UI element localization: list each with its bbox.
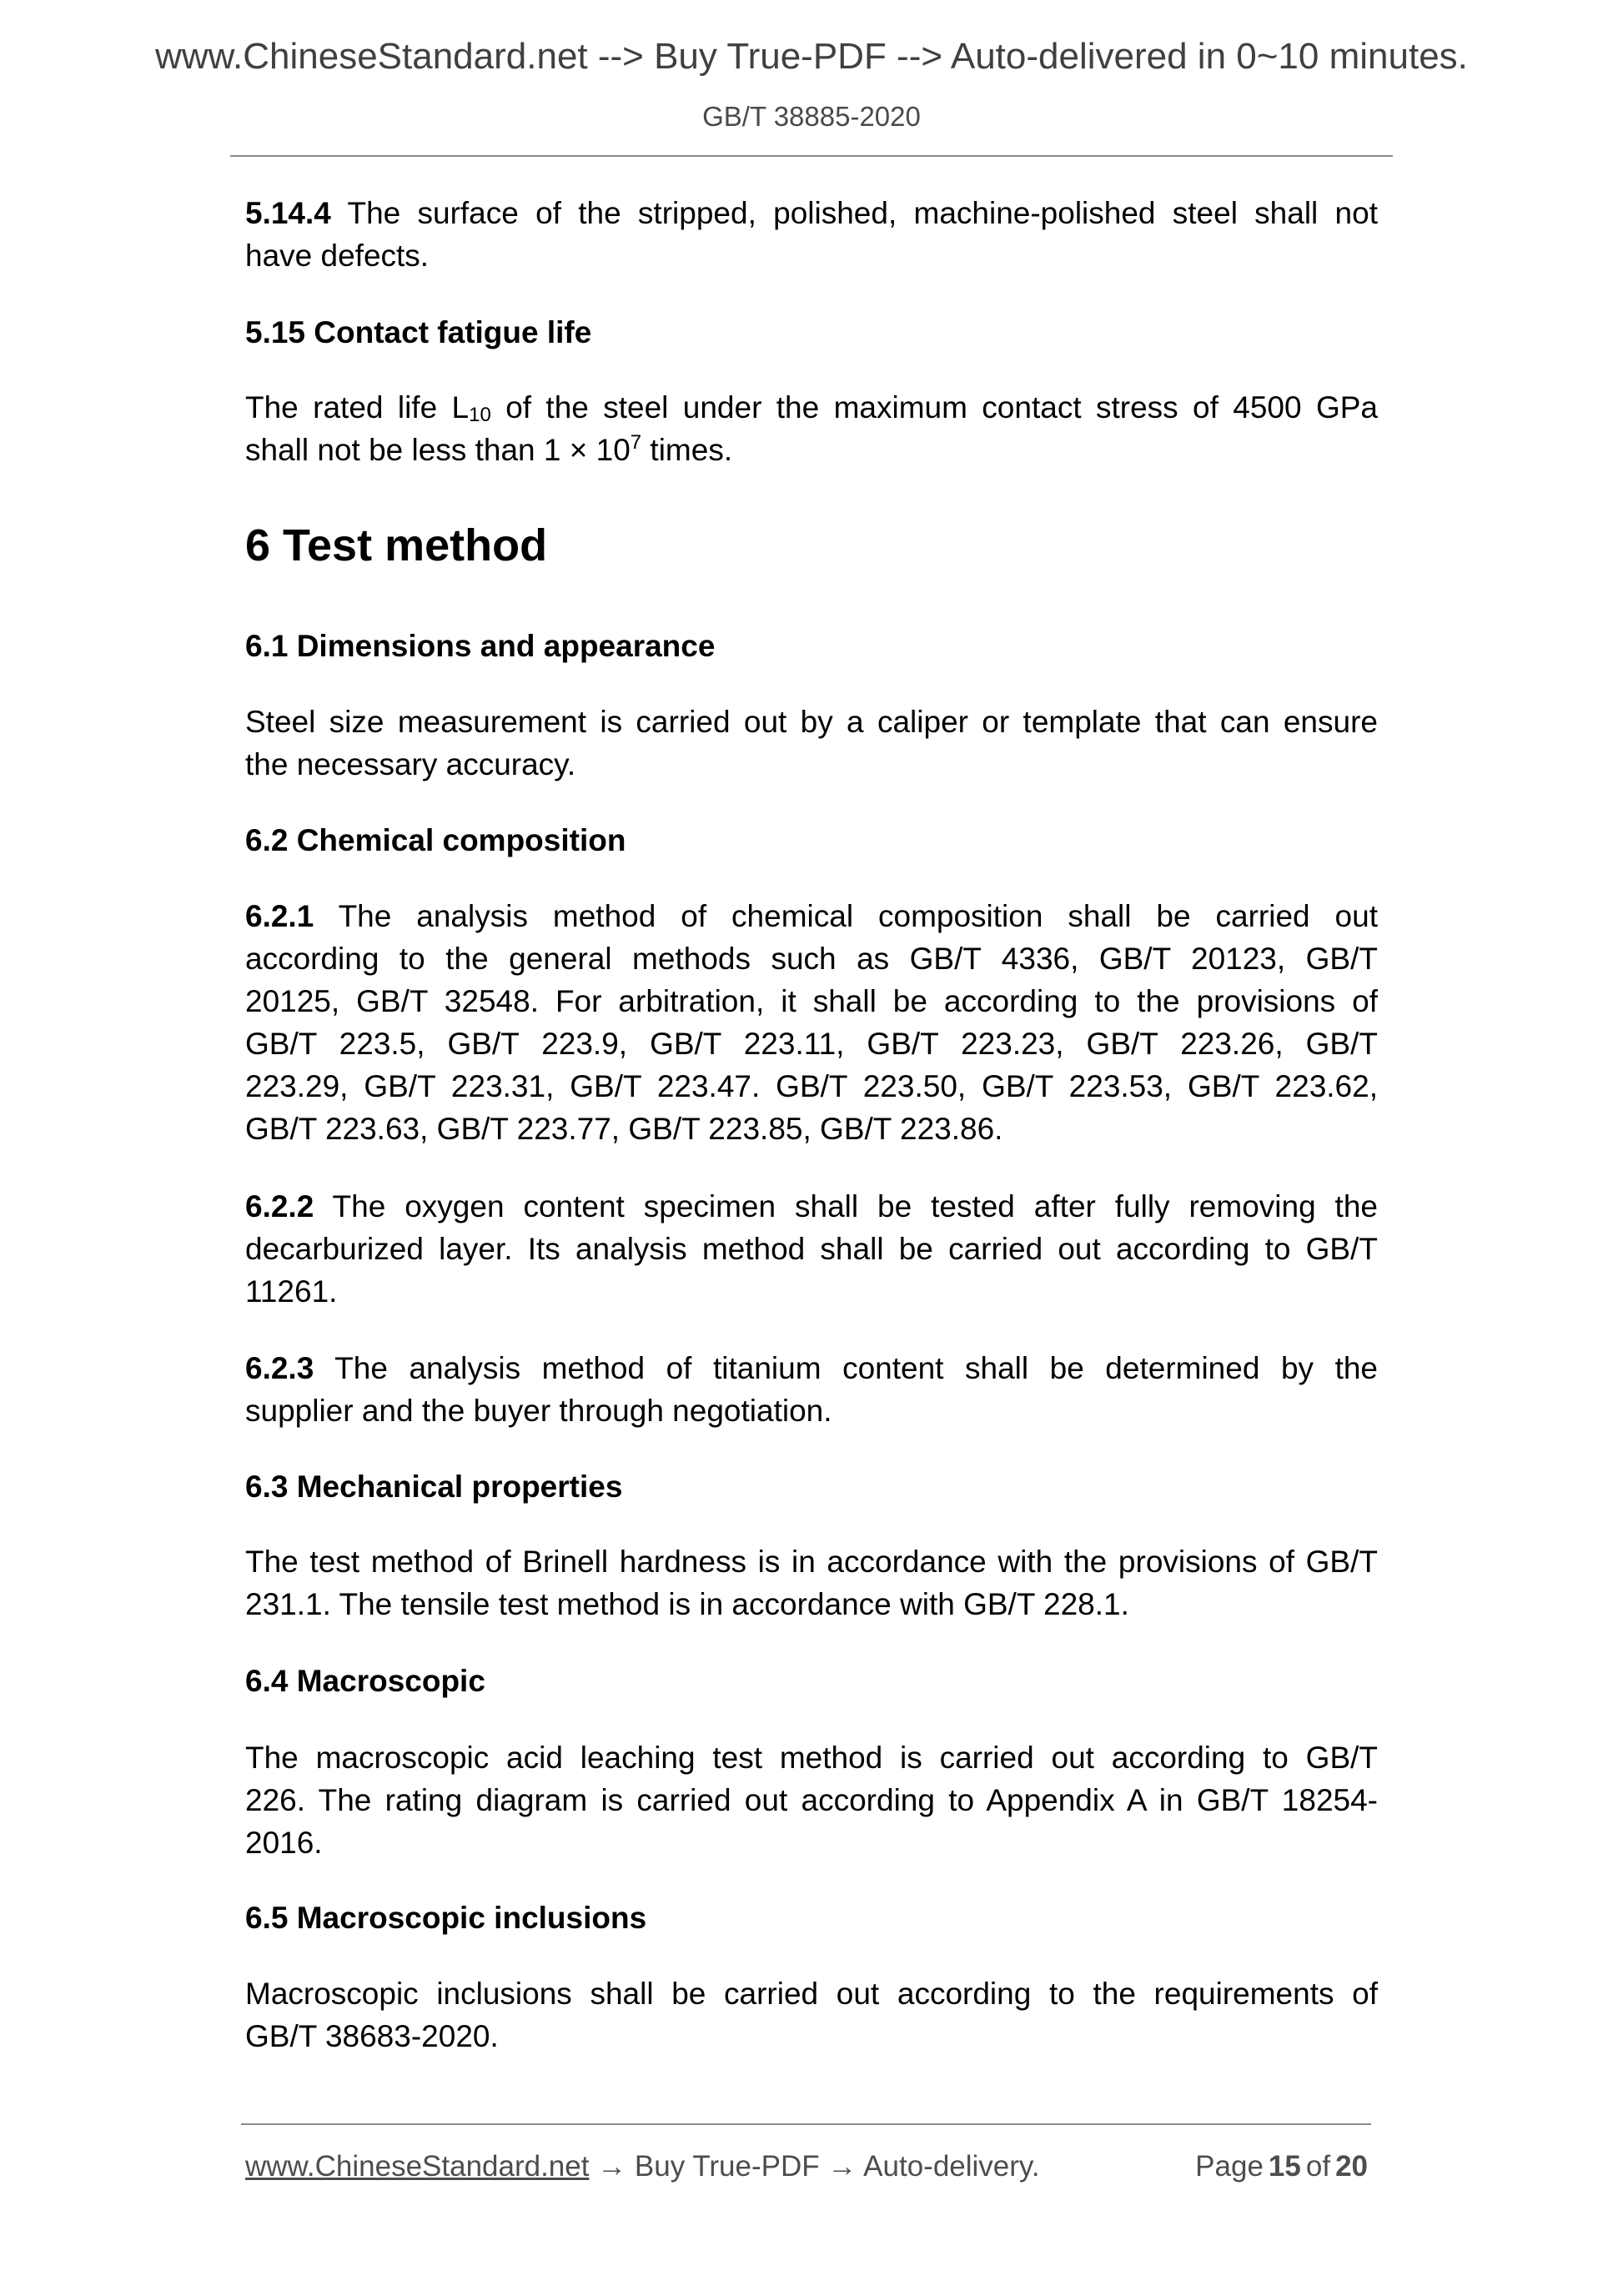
clause-5-14-4 — [245, 192, 1378, 277]
heading: 6.4 Macroscopic — [245, 1664, 485, 1698]
paragraph-line: 226. The rating diagram is carried out according to Appendix A in GB/T 18254- — [245, 1783, 1378, 1817]
heading: 5.15 Contact fatigue life — [245, 315, 592, 349]
clause-6-2-1 — [245, 895, 1378, 1150]
paragraph-line: 6.2.3 The analysis method of titanium content shall be determined by the — [245, 1351, 1378, 1385]
paragraph-line: supplier and the buyer through negotiation. — [245, 1394, 832, 1428]
page-label: Page — [1195, 2150, 1264, 2183]
paragraph-line: 223.29, GB/T 223.31, GB/T 223.47. GB/T 223.50, GB/T 223.53, GB/T 223.62, — [245, 1069, 1378, 1103]
clause-5-15-text — [245, 386, 1378, 471]
site-link[interactable]: www.ChineseStandard.net — [245, 2150, 590, 2183]
heading: 6.5 Macroscopic inclusions — [245, 1901, 647, 1935]
section-heading-6-4 — [245, 1660, 1378, 1702]
section-heading-5-15 — [245, 311, 1378, 354]
paragraph-line: The macroscopic acid leaching test method is carried out according to GB/T — [245, 1741, 1378, 1775]
header-divider — [230, 155, 1393, 157]
chapter-heading-6 — [245, 519, 1378, 572]
paragraph-line: The test method of Brinell hardness is in accordance with the provisions of GB/T — [245, 1545, 1378, 1579]
paragraph-line: 11261. — [245, 1274, 338, 1309]
clause-number: 6.2.2 — [245, 1189, 314, 1223]
paragraph-line: 5.14.4 The surface of the stripped, polished, machine-polished steel shall not — [245, 196, 1378, 230]
page-total: 20 — [1335, 2150, 1368, 2183]
heading: 6.2 Chemical composition — [245, 823, 626, 857]
paragraph-line: 2016. — [245, 1826, 323, 1860]
header-banner: www.ChineseStandard.net --> Buy True-PDF --> Auto-delivered in 0~10 minutes. — [155, 36, 1468, 77]
paragraph-line: Macroscopic inclusions shall be carried out according to the requirements of — [245, 1977, 1378, 2011]
page-indicator — [1190, 2148, 1368, 2185]
clause-6-1-text — [245, 701, 1378, 786]
page-footer — [245, 2148, 1368, 2185]
page-current: 15 — [1268, 2150, 1301, 2183]
standard-id: GB/T 38885-2020 — [702, 101, 921, 132]
paragraph-line: GB/T 223.5, GB/T 223.9, GB/T 223.11, GB/T 223.23, GB/T 223.26, GB/T — [245, 1027, 1378, 1061]
footer-tagline: → Buy True-PDF → Auto-delivery. — [589, 2150, 1040, 2183]
subscript: 10 — [469, 404, 491, 426]
paragraph-line: shall not be less than $1 \times 10^7$ times. — [245, 431, 733, 467]
paragraph-line: 20125, GB/T 32548. For arbitration, it shall be according to the provisions of — [245, 984, 1378, 1018]
paragraph-line: have defects. — [245, 239, 430, 273]
paragraph-line: 231.1. The tensile test method is in accordance with GB/T 228.1. — [245, 1587, 1129, 1621]
section-heading-6-1 — [245, 625, 1378, 667]
heading: 6.1 Dimensions and appearance — [245, 629, 716, 663]
clause-6-3-text — [245, 1540, 1378, 1625]
paragraph-line: 6.2.1 The analysis method of chemical composition shall be carried out — [245, 899, 1378, 933]
paragraph-line: the necessary accuracy. — [245, 747, 576, 781]
paragraph-line: decarburized layer. Its analysis method shall be carried out according to GB/T — [245, 1232, 1378, 1266]
clause-6-4-text — [245, 1736, 1378, 1864]
section-heading-6-2 — [245, 819, 1378, 862]
clause-6-5-text — [245, 1972, 1378, 2057]
paragraph-line: GB/T 38683-2020. — [245, 2019, 499, 2053]
heading: 6 Test method — [245, 520, 548, 570]
paragraph-line: 6.2.2 The oxygen content specimen shall be tested after fully removing the — [245, 1189, 1378, 1223]
clause-6-2-2 — [245, 1185, 1378, 1313]
paragraph-line: The rated life $L_{10}$ of the steel under the maximum contact stress of 4500 GPa — [245, 390, 1378, 426]
paragraph-line: according to the general methods such as GB/T 4336, GB/T 20123, GB/T — [245, 942, 1378, 976]
of-label: of — [1305, 2150, 1331, 2183]
paragraph-line: GB/T 223.63, GB/T 223.77, GB/T 223.85, GB/T 223.86. — [245, 1112, 1003, 1146]
heading: 6.3 Mechanical properties — [245, 1470, 623, 1504]
clause-number: 6.2.3 — [245, 1351, 314, 1385]
section-heading-6-5 — [245, 1897, 1378, 1939]
clause-number: 6.2.1 — [245, 899, 314, 933]
superscript: 7 — [630, 431, 642, 454]
paragraph-line: Steel size measurement is carried out by a caliper or template that can ensure — [245, 705, 1378, 739]
clause-number: 5.14.4 — [245, 196, 331, 230]
footer-divider — [241, 2123, 1371, 2125]
section-heading-6-3 — [245, 1465, 1378, 1508]
clause-6-2-3 — [245, 1347, 1378, 1432]
